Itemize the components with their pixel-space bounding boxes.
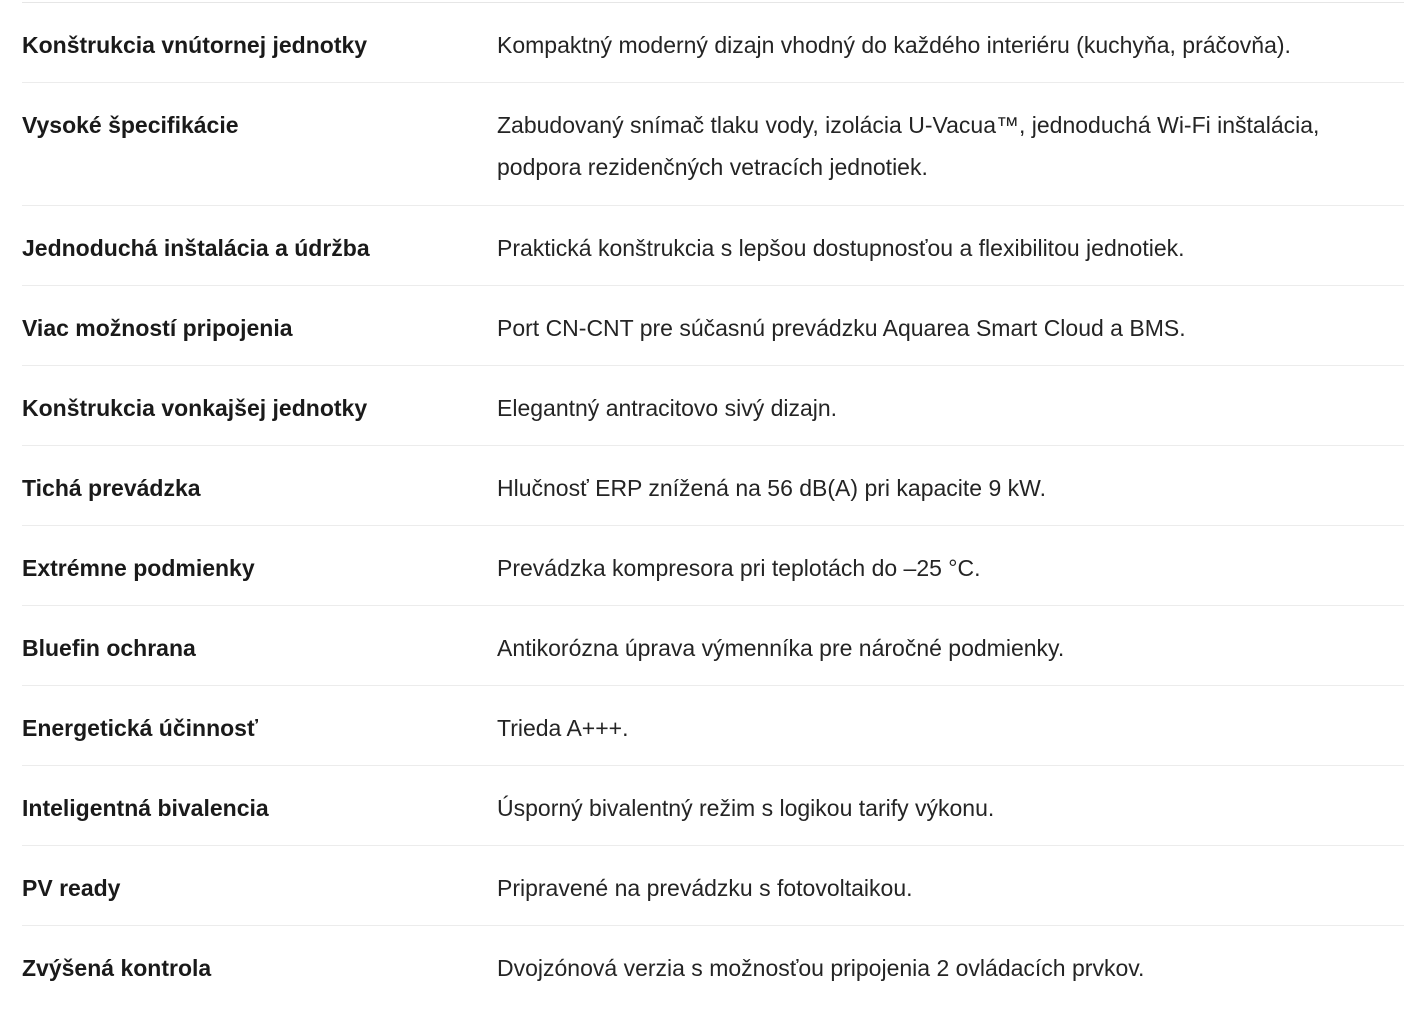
spec-value: Trieda A+++. (497, 715, 629, 741)
spec-value: Antikorózna úprava výmenníka pre náročné podmienky. (497, 635, 1065, 661)
table-row (22, 3, 1404, 83)
spec-value: Prevádzka kompresora pri teplotách do –25 °C. (497, 555, 981, 581)
spec-label: Konštrukcia vnútornej jednotky (22, 32, 368, 58)
spec-table (22, 2, 1404, 1006)
spec-label: Inteligentná bivalencia (22, 795, 269, 821)
table-row (22, 686, 1404, 766)
spec-value: Praktická konštrukcia s lepšou dostupnosťou a flexibilitou jednotiek. (497, 235, 1185, 261)
spec-value: Port CN-CNT pre súčasnú prevádzku Aquarea Smart Cloud a BMS. (497, 315, 1186, 341)
table-row (22, 446, 1404, 526)
table-row (22, 83, 1404, 206)
spec-label: Extrémne podmienky (22, 555, 255, 581)
spec-label: Vysoké špecifikácie (22, 112, 239, 138)
table-row (22, 606, 1404, 686)
table-row (22, 926, 1404, 1006)
spec-label: PV ready (22, 875, 121, 901)
table-row (22, 526, 1404, 606)
spec-value: Dvojzónová verzia s možnosťou pripojenia 2 ovládacích prvkov. (497, 955, 1145, 981)
spec-label: Tichá prevádzka (22, 475, 201, 501)
spec-label: Konštrukcia vonkajšej jednotky (22, 395, 368, 421)
spec-label: Jednoduchá inštalácia a údržba (22, 235, 370, 261)
spec-label: Bluefin ochrana (22, 635, 196, 661)
spec-label: Zvýšená kontrola (22, 955, 212, 981)
table-row (22, 766, 1404, 846)
spec-label: Viac možností pripojenia (22, 315, 293, 341)
spec-value: Zabudovaný snímač tlaku vody, izolácia U-Vacua™, jednoduchá Wi-Fi inštalácia, podpora rezidenčných vetracích jednotiek. (497, 112, 1320, 180)
spec-value: Elegantný antracitovo sivý dizajn. (497, 395, 838, 421)
table-row (22, 846, 1404, 926)
spec-value: Hlučnosť ERP znížená na 56 dB(A) pri kapacite 9 kW. (497, 475, 1046, 501)
spec-label: Energetická účinnosť (22, 715, 258, 741)
table-row (22, 206, 1404, 286)
spec-value: Pripravené na prevádzku s fotovoltaikou. (497, 875, 913, 901)
table-row (22, 286, 1404, 366)
table-row (22, 366, 1404, 446)
spec-value: Kompaktný moderný dizajn vhodný do každého interiéru (kuchyňa, práčovňa). (497, 32, 1291, 58)
spec-value: Úsporný bivalentný režim s logikou tarify výkonu. (497, 795, 995, 821)
